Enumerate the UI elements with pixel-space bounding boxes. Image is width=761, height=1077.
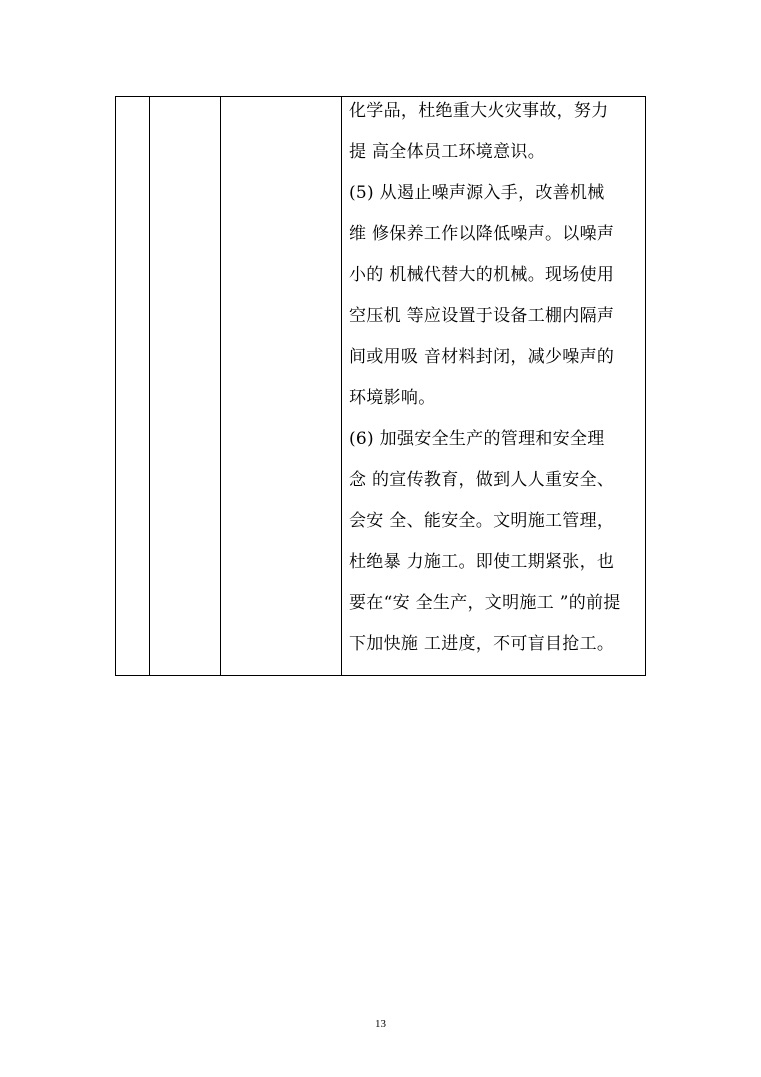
text-line: 杜绝暴 力施工。即使工期紧张，也 <box>349 552 615 572</box>
table-cell-empty-2 <box>150 97 221 676</box>
text-line: 要在“安 全生产，文明施工 ”的前提 <box>349 593 621 613</box>
text-line: 念 的宣传教育，做到人人重安全、 <box>349 470 615 490</box>
text-line: 维 修保养工作以降低噪声。以噪声 <box>349 224 615 244</box>
text-line: 化学品，杜绝重大火灾事故，努力 <box>349 101 609 121</box>
text-line: 提 高全体员工环境意识。 <box>349 142 546 162</box>
content-table <box>115 96 646 676</box>
table-cell-measures-text <box>342 97 646 676</box>
text-line: (6) 加强安全生产的管理和安全理 <box>349 429 605 449</box>
text-line: 小的 机械代替大的机械。现场使用 <box>349 265 615 285</box>
table-cell-empty-3 <box>221 97 342 676</box>
text-line: (5) 从遏止噪声源入手，改善机械 <box>349 183 605 203</box>
text-line: 空压机 等应设置于设备工棚内隔声 <box>349 306 615 326</box>
text-line: 会安 全、能安全。文明施工管理， <box>349 511 615 531</box>
table-row <box>116 97 646 676</box>
page-number: 13 <box>375 1018 386 1030</box>
text-line: 下加快施 工进度，不可盲目抢工。 <box>349 634 615 654</box>
text-line: 间或用吸 音材料封闭，减少噪声的 <box>349 347 615 367</box>
text-line: 环境影响。 <box>349 388 436 408</box>
table-cell-empty-1 <box>116 97 150 676</box>
